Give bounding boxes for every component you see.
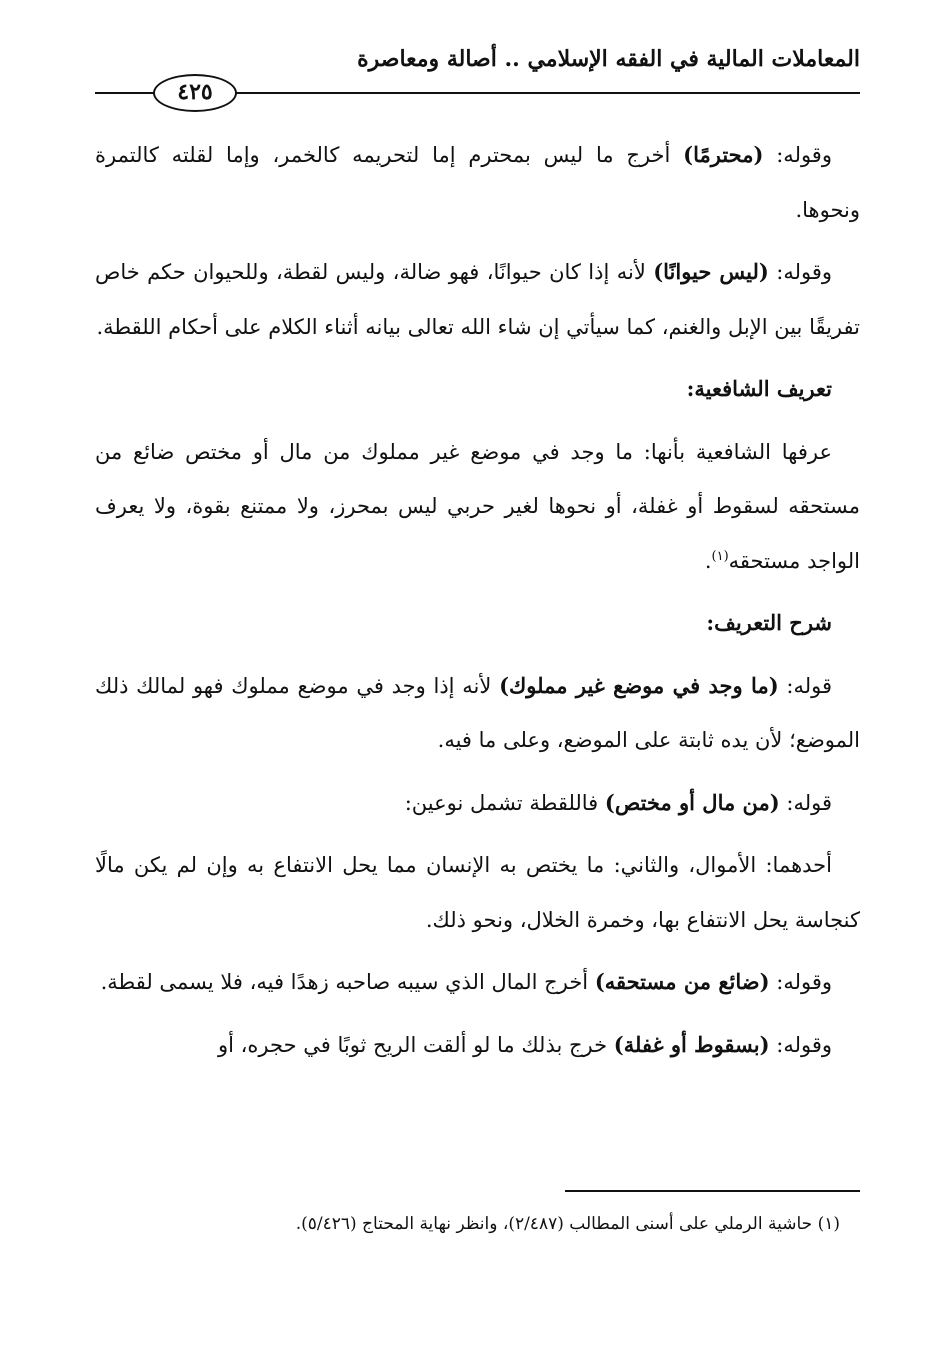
paragraph-daai [95, 955, 860, 1010]
defined-term: (ما وجد في موضع غير مملوك) [499, 672, 779, 698]
paragraph-text: فاللقطة تشمل نوعين: [404, 790, 605, 815]
paragraph-text: لأنه إذا وجد في موضع مملوك فهو لمالك ذلك الموضع؛ لأن يده ثابتة على الموضع، وعلى ما فيه. [95, 673, 860, 752]
paragraph-lead: وقوله: [763, 143, 832, 167]
body-text [95, 128, 860, 1080]
footnote: (١) حاشية الرملي على أسنى المطالب (٢/٤٨٧)، وانظر نهاية المحتاج (٥/٤٢٦). [295, 1214, 840, 1234]
defined-term: (ليس حيوانًا) [653, 259, 769, 284]
paragraph-text: أخرج المال الذي سيبه صاحبه زهدًا فيه، فلا يسمى لقطة. [100, 970, 595, 994]
footnote-marker: (١) [711, 548, 729, 564]
paragraph-laysa-hayawan [95, 245, 860, 354]
footnote-rule [565, 1190, 860, 1192]
page-number-badge: ٤٢٥ [153, 74, 237, 112]
paragraph-ma-wujida [95, 659, 860, 768]
paragraph-text: أخرج ما ليس بمحترم إما لتحريمه كالخمر، وإما لقلته كالتمرة ونحوها. [95, 143, 860, 222]
paragraph-shafii-definition [95, 425, 860, 589]
paragraph-text: عرفها الشافعية بأنها: ما وجد في موضع غير مملوك من مال أو مختص ضائع من مستحقه لسقوط أو غفلة، أو نحوها لغير حربي ليس بمحرز، ولا ممتنع بقوة، ولا يعرف الواجد مستحقه [95, 439, 860, 573]
paragraph-bisuqut [95, 1018, 860, 1073]
paragraph-text: أحدهما: الأموال، والثاني: ما يختص به الإنسان مما يحل الانتفاع به وإن لم يكن مالًا كنجاسة يحل الانتفاع بها، وخمرة الخلال، ونحو ذلك. [95, 853, 860, 932]
paragraph-lead: قوله: [778, 673, 832, 698]
running-header: المعاملات المالية في الفقه الإسلامي .. أصالة ومعاصرة [357, 46, 860, 72]
paragraph-end: . [704, 548, 712, 573]
defined-term: (محترمًا) [683, 142, 764, 167]
paragraph-lead: وقوله: [768, 260, 833, 284]
section-heading-shafii: تعريف الشافعية: [686, 376, 832, 401]
paragraph-muhtaram [95, 128, 860, 237]
defined-term: (من مال أو مختص) [604, 789, 780, 815]
paragraph-text: خرج بذلك ما لو ألقت الريح ثوبًا في حجره، أو [218, 1032, 614, 1057]
paragraph-ahaduhuma [95, 838, 860, 947]
paragraph-lead: قوله: [779, 790, 832, 815]
paragraph-lead: وقوله: [769, 1032, 832, 1057]
section-heading-sharh: شرح التعريف: [706, 610, 832, 635]
paragraph-text: لأنه إذا كان حيوانًا، فهو ضالة، وليس لقطة، وللحيوان حكم خاص تفريقًا بين الإبل والغنم، كما سيأتي إن شاء الله تعالى بيانه أثناء الكلام على أحكام اللقطة. [95, 260, 860, 339]
defined-term: (بسقوط أو غفلة) [613, 1031, 770, 1057]
defined-term: (ضائع من مستحقه) [594, 969, 770, 994]
paragraph-min-mal [95, 776, 860, 831]
paragraph-lead: وقوله: [769, 970, 832, 994]
